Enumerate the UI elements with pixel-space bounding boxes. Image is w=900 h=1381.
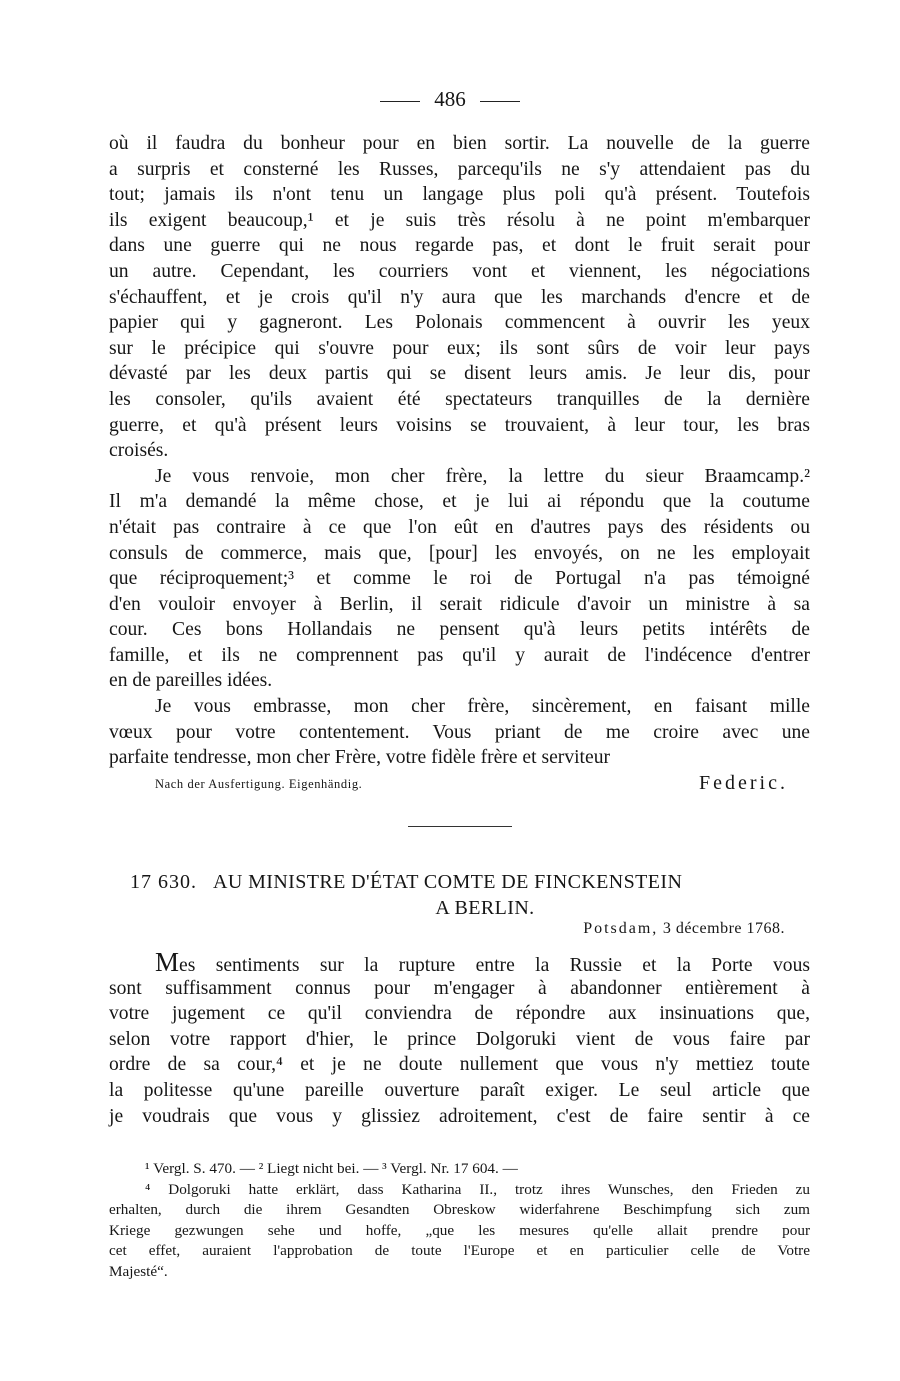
first-line-text: es sentiments sur la rupture entre la Russie et la Porte vous — [179, 955, 810, 976]
text-line: selon votre rapport d'hier, le prince Dolgoruki vient de vous faire par — [109, 1028, 810, 1050]
text-line: famille, et ils ne comprennent pas qu'il y aurait de l'indécence d'entrer — [109, 644, 810, 666]
letter-heading — [130, 869, 790, 921]
section-divider — [408, 826, 512, 827]
footnotes — [109, 1159, 810, 1283]
text-line: cour. Ces bons Hollandais ne pensent qu'à leurs petits intérêts de — [109, 619, 810, 641]
footnote-line: ¹ Vergl. S. 470. — ² Liegt nicht bei. — ³ Vergl. Nr. 17 604. — — [145, 1160, 518, 1177]
text-line: papier qui y gagneront. Les Polonais commencent à ouvrir les yeux — [109, 312, 810, 334]
text-line: parfaite tendresse, mon cher Frère, votre fidèle frère et serviteur — [109, 747, 611, 769]
footnote-line: ⁴ Dolgoruki hatte erklärt, dass Katharina II., trotz ihres Wunsches, den Frieden zu — [145, 1180, 810, 1198]
dateline — [583, 920, 785, 938]
text-line: les consoler, qu'ils avaient été spectateurs tranquilles de la dernière — [109, 388, 810, 410]
dateline-date: 3 décembre 1768. — [662, 920, 785, 937]
text-line: Je vous renvoie, mon cher frère, la lettre du sieur Braamcamp.² — [155, 465, 810, 487]
initial-letter: M — [155, 947, 180, 977]
new-letter-body — [109, 947, 810, 1129]
recipient-location: A BERLIN. — [435, 897, 535, 919]
footnote-line: Majesté“. — [109, 1262, 168, 1280]
text-line: que réciproquement;³ et comme le roi de Portugal n'a pas témoigné — [109, 568, 810, 590]
footnote-line: erhalten, durch die ihrem Gesandten Obreskow widerfahrene Beschimpfung sich zum — [109, 1201, 810, 1219]
signature: Federic. — [699, 772, 788, 794]
text-line: ordre de sa cour,⁴ et je ne doute nullement que vous n'y mettiez toute — [109, 1054, 810, 1076]
text-line: où il faudra du bonheur pour en bien sortir. La nouvelle de la guerre — [109, 133, 810, 154]
text-line: ils exigent beaucoup,¹ et je suis très résolu à ne point m'embarquer — [109, 209, 810, 231]
text-line-first — [109, 947, 810, 977]
page-number-text: 486 — [434, 87, 466, 111]
text-line: consuls de commerce, mais que, [pour] les envoyés, on ne les employait — [109, 542, 810, 564]
paragraph-3 — [109, 694, 810, 771]
closing-row — [155, 772, 788, 798]
text-line: sont suffisamment connus pour m'engager à abandonner entièrement à — [109, 977, 810, 999]
text-line: la politesse qu'une pareille ouverture paraît exiger. Le seul article que — [109, 1079, 810, 1101]
letter-body — [109, 131, 810, 771]
text-line: Je vous embrasse, mon cher frère, sincèrement, en faisant mille — [155, 696, 810, 718]
footnote-line: Kriege gezwungen sehe und hoffe, „que les mesures qu'elle allait prendre pour — [109, 1221, 810, 1239]
text-line: vœux pour votre contentement. Vous priant de me croire avec une — [109, 721, 810, 743]
document-number: 17 630. — [130, 871, 197, 893]
page-number — [0, 87, 900, 112]
text-line: Il m'a demandé la même chose, et je lui ai répondu que la coutume — [109, 491, 810, 513]
paragraph-2 — [109, 464, 810, 694]
text-line: sur le précipice qui s'ouvre pour eux; ils sont sûrs de voir leur pays — [109, 337, 810, 359]
text-line: votre jugement ce qu'il conviendra de répondre aux insinuations que, — [109, 1003, 810, 1025]
page-number-dash-right — [480, 101, 520, 102]
text-line: en de pareilles idées. — [109, 670, 273, 692]
page-number-dash-left — [380, 101, 420, 102]
text-line: guerre, et qu'à présent leurs voisins se trouvaient, à leur tour, les bras — [109, 414, 810, 436]
text-line: n'était pas contraire à ce que l'on eût en d'autres pays des résidents ou — [109, 516, 810, 538]
text-line: dans une guerre qui ne nous regarde pas, et dont le fruit serait pour — [109, 235, 810, 257]
text-line: croisés. — [109, 440, 169, 462]
text-line: a surpris et consterné les Russes, parcequ'ils ne s'y attendaient pas du — [109, 158, 810, 180]
text-line: je voudrais que vous y glissiez adroitement, c'est de faire sentir à ce — [109, 1105, 810, 1127]
recipient-title: AU MINISTRE D'ÉTAT COMTE DE FINCKENSTEIN — [213, 871, 683, 893]
heading-line-1 — [130, 869, 790, 895]
source-note: Nach der Ausfertigung. Eigenhändig. — [155, 777, 363, 791]
text-line: tout; jamais ils n'ont tenu un langage plus poli qu'à présent. Toutefois — [109, 184, 810, 206]
text-line: d'en vouloir envoyer à Berlin, il serait ridicule d'avoir un ministre à sa — [109, 593, 810, 615]
paragraph-1 — [109, 131, 810, 464]
text-line: s'échauffent, et je crois qu'il n'y aura que les marchands d'encre et de — [109, 286, 810, 308]
text-line: un autre. Cependant, les courriers vont et viennent, les négociations — [109, 260, 810, 282]
text-line: dévasté par les deux partis qui se disent leurs amis. Je leur dis, pour — [109, 363, 810, 385]
dateline-place: Potsdam, — [583, 920, 659, 937]
footnote-line: cet effet, auraient l'approbation de toute l'Europe et en particulier celle de Votre — [109, 1242, 810, 1260]
